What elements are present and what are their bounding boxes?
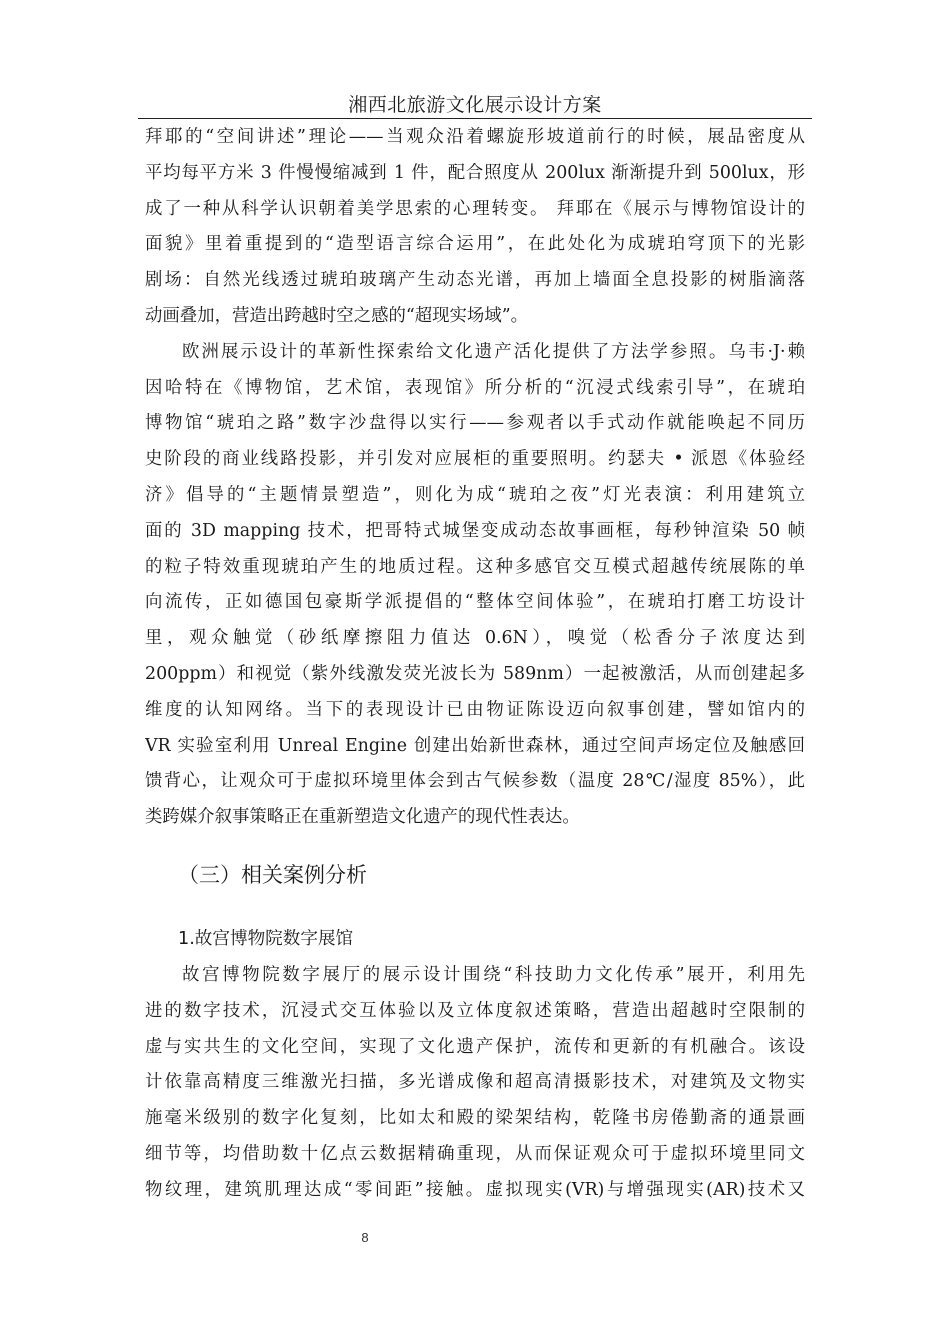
text-line: 进的数字技术，沉浸式交互体验以及立体度叙述策略，营造出超越时空限制的 [145,1000,805,1021]
text-line: 面的 3D mapping 技术，把哥特式城堡变成动态故事画框，每秒钟渲染 50 帧 [145,520,805,541]
text-line: 拜耶的“空间讲述”理论——当观众沿着螺旋形坡道前行的时候，展品密度从 [145,127,805,147]
text-line: 因哈特在《博物馆，艺术馆，表现馆》所分析的“沉浸式线索引导”，在琥珀 [145,377,805,398]
text-line: 细节等，均借助数十亿点云数据精确重现，从而保证观众可于虚拟环境里同文 [145,1143,805,1164]
section-heading: （三）相关案例分析 [178,863,367,887]
text-line: 200ppm）和视觉（紫外线激发荧光波长为 589nm）一起被激活，从而创建起多 [145,663,805,684]
text-line: 虚与实共生的文化空间，实现了文化遗产保护，流传和更新的有机融合。该设 [145,1036,805,1057]
text-line: 物纹理，建筑肌理达成“零间距”接触。虚拟现实(VR)与增强现实(AR)技术又 [145,1179,805,1200]
text-line: 的粒子特效重现琥珀产生的地质过程。这种多感官交互模式超越传统展陈的单 [145,556,805,577]
text-line: 施毫米级别的数字化复刻，比如太和殿的梁架结构，乾隆书房倦勤斋的通景画 [145,1108,805,1129]
text-line: 计依靠高精度三维激光扫描，多光谱成像和超高清摄影技术，对建筑及文物实 [145,1072,805,1093]
text-line: 博物馆“琥珀之路”数字沙盘得以实行——参观者以手式动作就能唤起不同历 [145,413,805,434]
text-line: VR 实验室利用 Unreal Engine 创建出始新世森林，通过空间声场定位及触感回 [145,735,805,756]
running-header: 湘西北旅游文化展示设计方案 [348,94,602,116]
text-line: 故宫博物院数字展厅的展示设计围绕“科技助力文化传承”展开，利用先 [182,965,805,985]
header-divider [138,118,812,119]
text-line: 欧洲展示设计的革新性探索给文化遗产活化提供了方法学参照。乌韦·J·赖 [182,341,805,362]
page-number: 8 [361,1230,369,1245]
text-line: 动画叠加，营造出跨越时空之感的“超现实场域”。 [145,305,528,326]
text-line: 维度的认知网络。当下的表现设计已由物证陈设迈向叙事创建，譬如馆内的 [145,699,805,720]
text-line: 面貌》里着重提到的“造型语言综合运用”，在此处化为成琥珀穹顶下的光影 [145,234,805,255]
text-line: 向流传，正如德国包豪斯学派提倡的“整体空间体验”，在琥珀打磨工坊设计 [145,592,805,613]
body-text-top [145,120,805,836]
text-line: 史阶段的商业线路投影，并引发对应展柜的重要照明。约瑟夫 • 派恩《体验经 [145,449,805,470]
text-line: 里，观众触觉（砂纸摩擦阻力值达 0.6N），嗅觉（松香分子浓度达到 [145,628,805,649]
text-line: 馈背心，让观众可于虚拟环境里体会到古气候参数（温度 28℃/湿度 85%），此 [145,771,805,792]
text-line: 类跨媒介叙事策略正在重新塑造文化遗产的现代性表达。 [145,807,580,828]
text-line: 剧场：自然光线透过琥珀玻璃产生动态光谱，再加上墙面全息投影的树脂滴落 [145,270,805,291]
text-line: 济》倡导的“主题情景塑造”，则化为成“琥珀之夜”灯光表演：利用建筑立 [145,484,805,505]
subsection-heading: 1.故宫博物院数字展馆 [178,929,354,949]
text-line: 成了一种从科学认识朝着美学思索的心理转变。 拜耶在《展示与博物馆设计的 [145,198,805,219]
text-line: 平均每平方米 3 件慢慢缩减到 1 件，配合照度从 200lux 渐渐提升到 500lux，形 [145,162,805,183]
body-text-bottom [145,958,805,1209]
